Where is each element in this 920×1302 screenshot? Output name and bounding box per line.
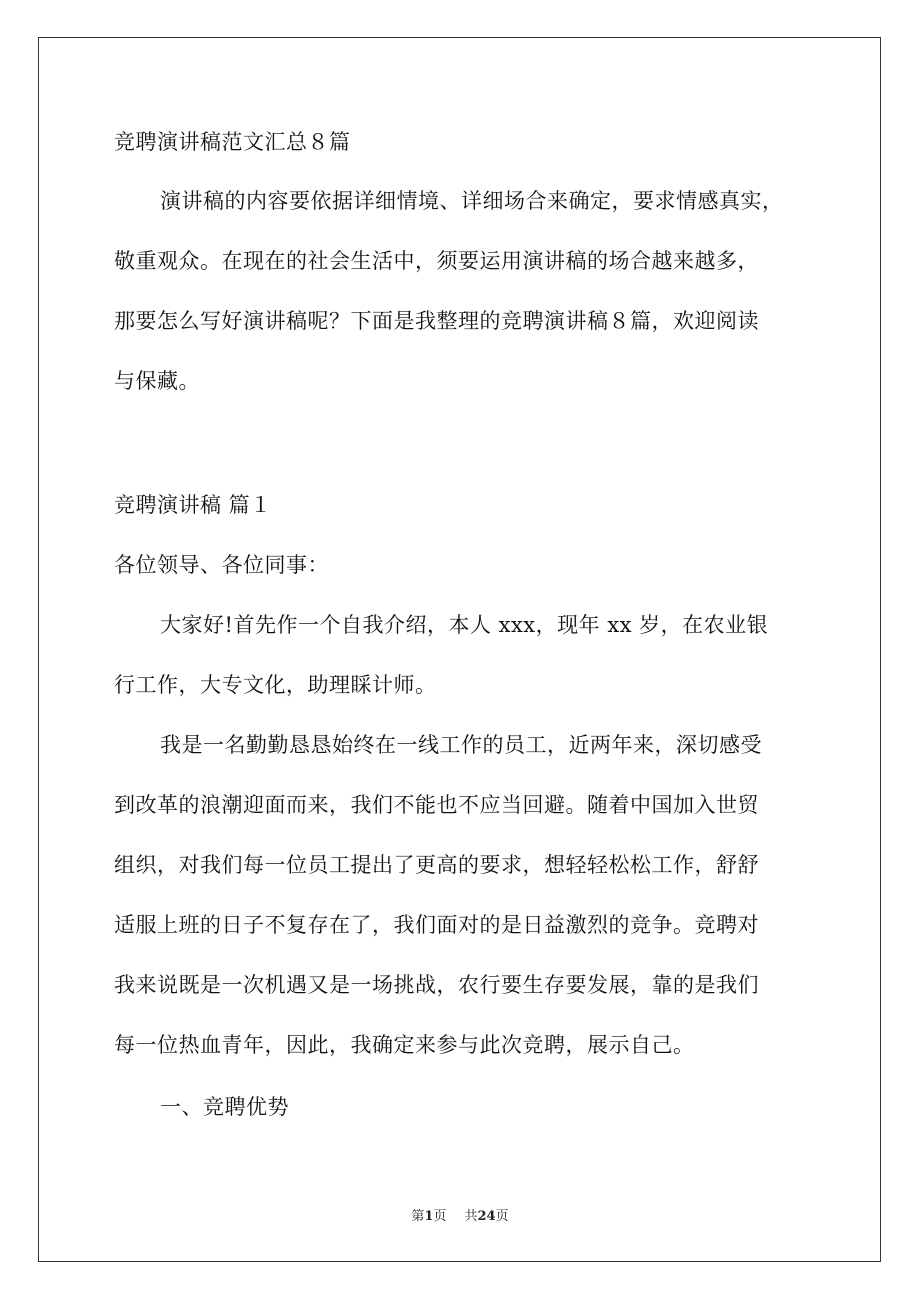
paragraph2-line-2: 到改革的浪潮迎面而来，我们不能也不应当回避。随着中国加入世贸 [114, 793, 759, 817]
page-footer [0, 1209, 920, 1225]
subheading: 一、竞聘优势 [160, 1095, 289, 1119]
section-heading: 竞聘演讲稿 篇１ [114, 493, 272, 517]
paragraph2-line-3: 组织，对我们每一位员工提出了更高的要求，想轻轻松松工作，舒舒 [114, 853, 759, 877]
paragraph2-line-1: 我是一名勤勤恳恳始终在一线工作的员工，近两年来，深切感受 [160, 733, 762, 757]
footer-total-suffix: 页 [495, 1209, 509, 1224]
footer-page-prefix: 第 [411, 1209, 425, 1224]
footer-page-suffix: 页 [433, 1209, 447, 1224]
footer-page-number: 1 [424, 1209, 434, 1224]
intro-line-3: 那要怎么写好演讲稿呢？下面是我整理的竞聘演讲稿８篇，欢迎阅读 [114, 309, 759, 333]
intro-line-4: 与保藏。 [114, 369, 200, 393]
salutation: 各位领导、各位同事： [114, 553, 329, 577]
paragraph2-line-5: 我来说既是一次机遇又是一场挑战，农行要生存要发展，靠的是我们 [114, 973, 759, 997]
intro-line-1: 演讲稿的内容要依据详细情境、详细场合来确定，要求情感真实， [160, 189, 784, 213]
intro-line-2: 敬重观众。在现在的社会生活中，须要运用演讲稿的场合越来越多， [114, 249, 759, 273]
footer-total-pages: 24 [477, 1209, 496, 1224]
paragraph1-line-2: 行工作，大专文化，助理睬计师。 [114, 673, 437, 697]
document-title: 竞聘演讲稿范文汇总８篇 [114, 130, 351, 154]
page-border [38, 37, 881, 1262]
footer-total-prefix: 共 [464, 1209, 478, 1224]
paragraph2-line-6: 每一位热血青年，因此，我确定来参与此次竞聘，展示自己。 [114, 1033, 695, 1057]
paragraph1-line-1: 大家好!首先作一个自我介绍，本人 xxx，现年 xx 岁，在农业银 [160, 613, 769, 637]
paragraph2-line-4: 适服上班的日子不复存在了，我们面对的是日益激烈的竞争。竞聘对 [114, 913, 759, 937]
